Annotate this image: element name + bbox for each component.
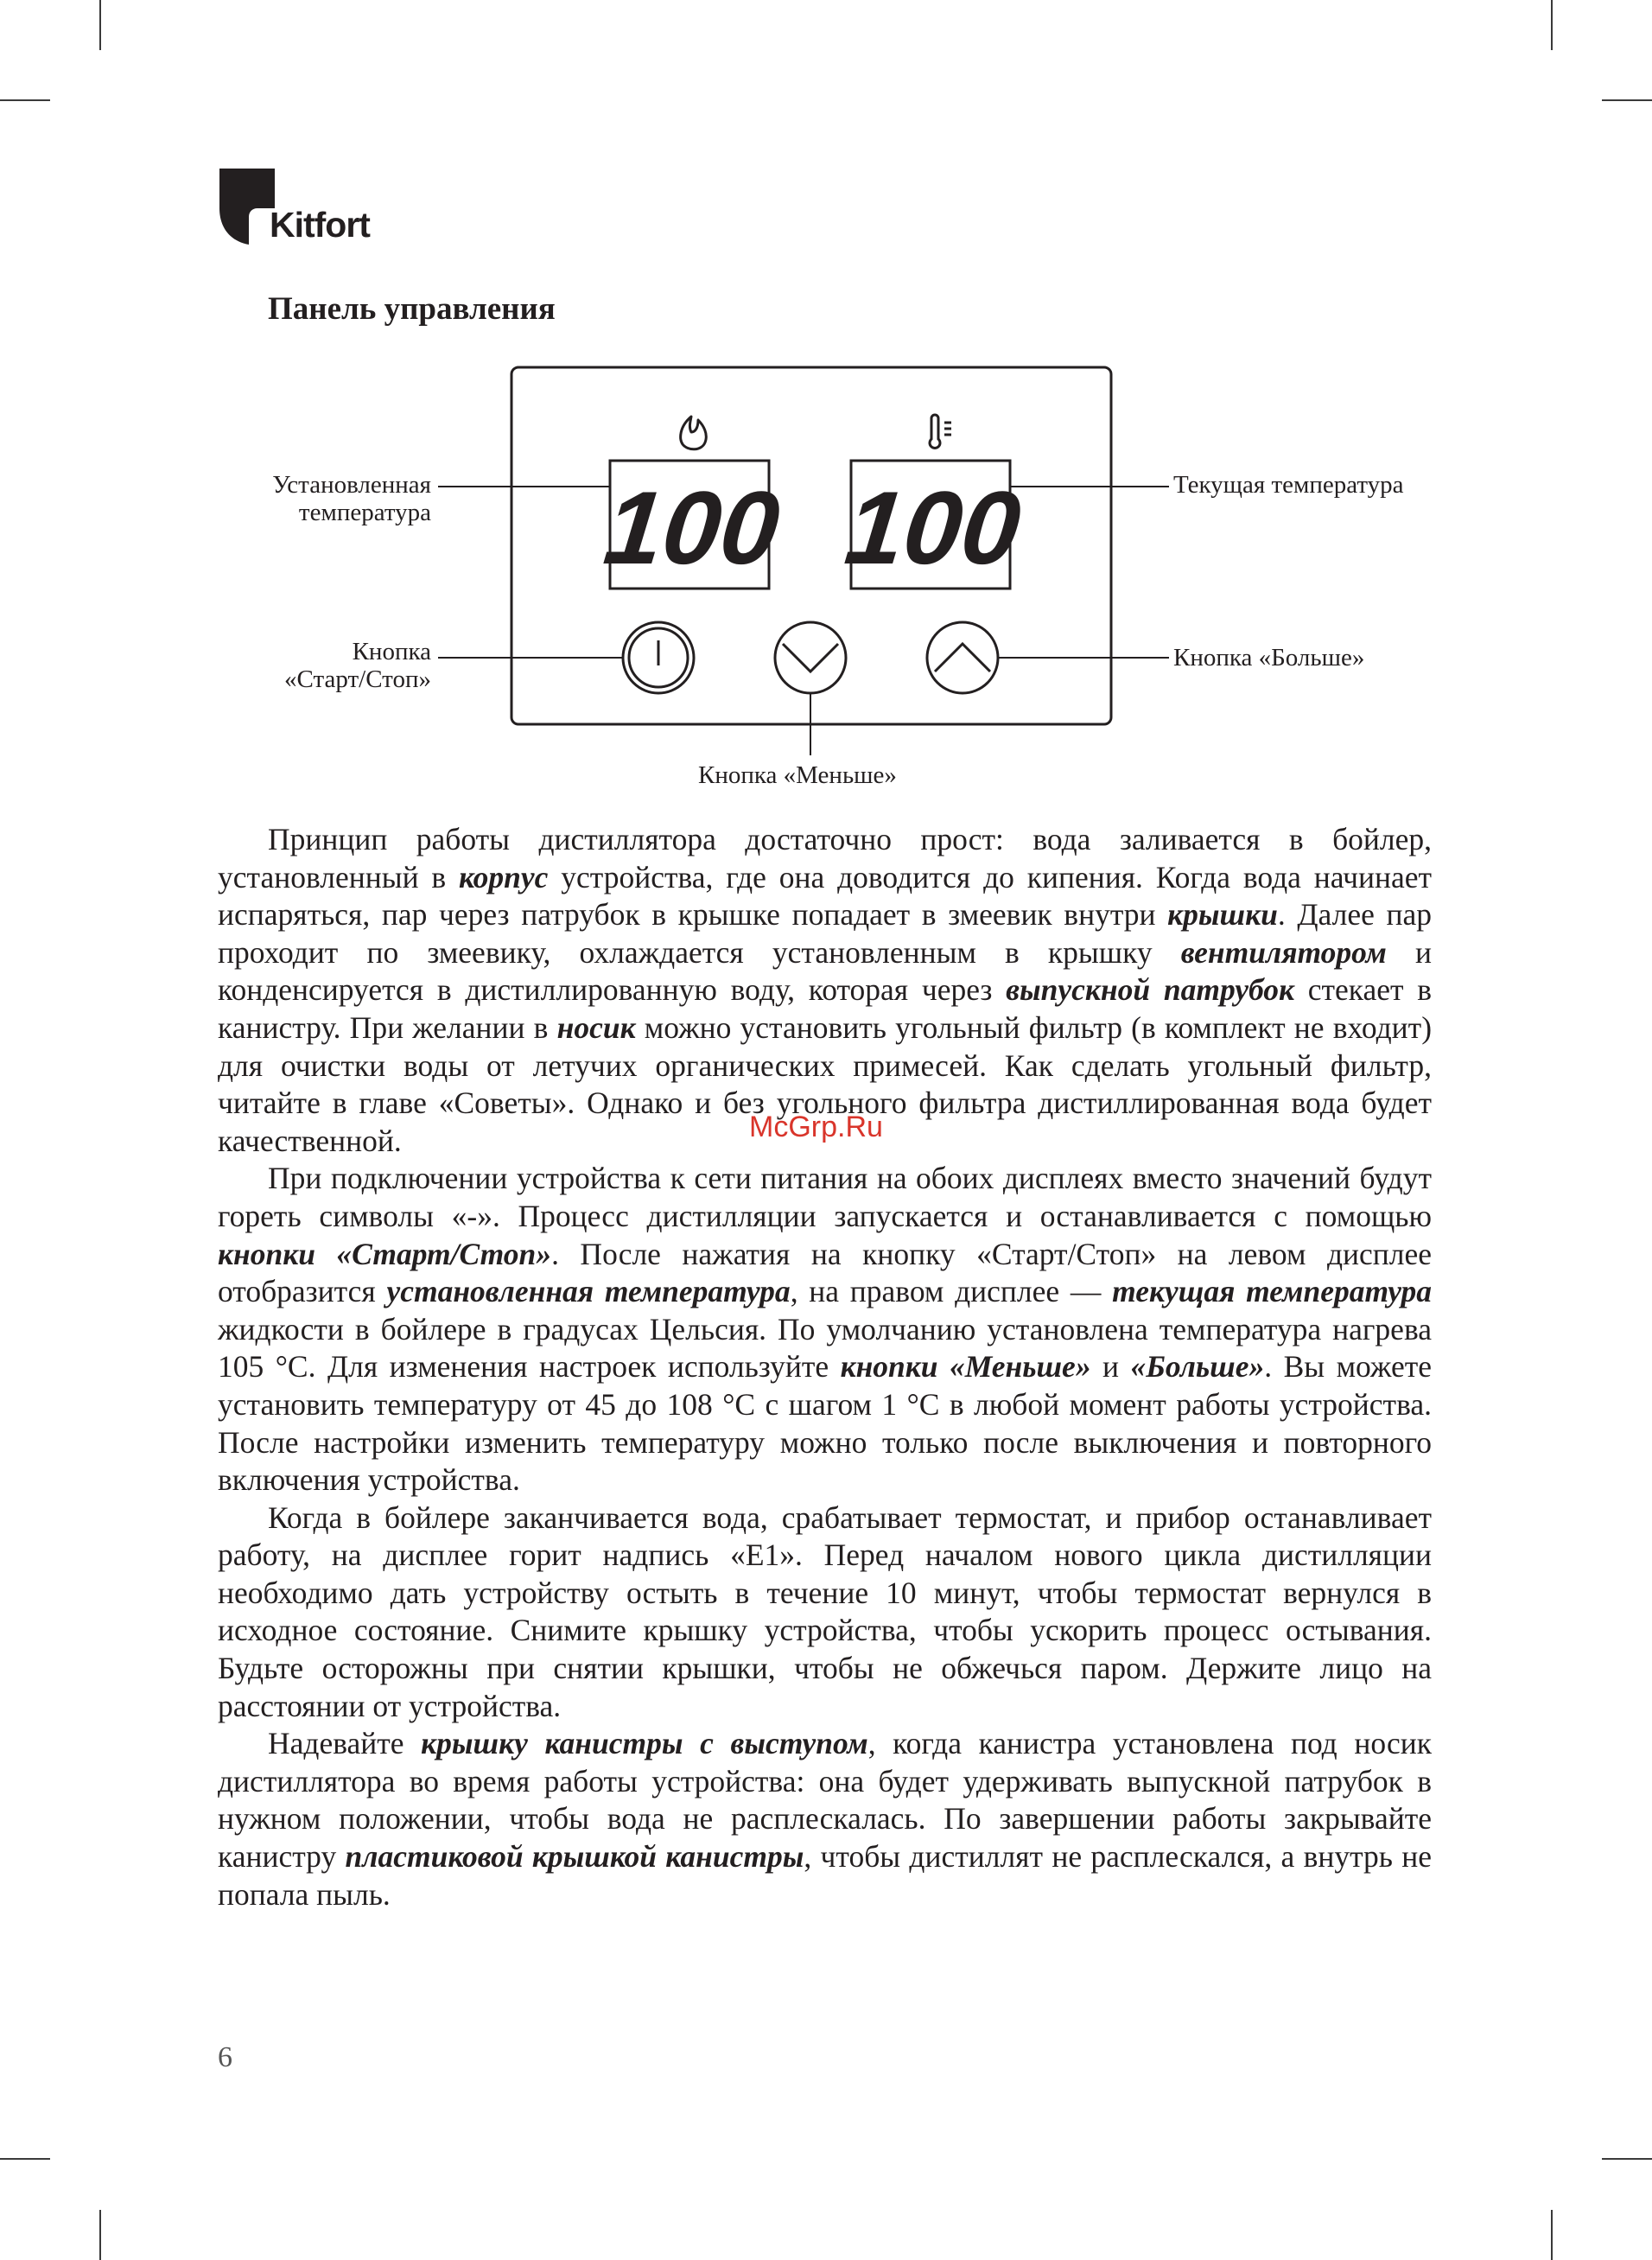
flame-icon	[681, 417, 707, 449]
brand-name: Kitfort	[270, 205, 370, 245]
label-set-temperature	[272, 471, 431, 526]
emphasis-term: кнопки «Старт/Стоп»	[218, 1236, 552, 1271]
text-run: , когда канистра установлена под носик дистиллятора во время работы устройства: она будет удерживать выпускной патрубок в нужном положении, чтобы вода не расплескалась. По завершении работы закрывайте канистру	[218, 1726, 1432, 1875]
right-display-value: 100	[840, 470, 1026, 586]
label-less: Кнопка «Меньше»	[698, 761, 897, 789]
emphasis-term: корпус	[459, 859, 549, 894]
text-run: Когда в бойлере заканчивается вода, срабатывает термостат, и прибор останавливает работу, на дисплее горит надпись «E1». Перед началом нового цикла дистилляции необходимо дать устройству остыть в течение 10 минут, чтобы термостат вернулся в исходное состояние. Снимите крышку устройства, чтобы ускорить процесс остывания. Будьте осторожны при снятии крышки, чтобы не обжечься паром. Держите лицо на расстоянии от устройства.	[218, 1499, 1432, 1723]
emphasis-term: текущая температура	[1112, 1274, 1432, 1309]
label-current-temperature: Текущая температура	[1173, 471, 1404, 499]
emphasis-term: вентилятором	[1180, 934, 1387, 970]
crop-mark-bottom-right-h	[1602, 2158, 1652, 2160]
body-text	[218, 821, 1432, 1913]
text-run: и конденсируется в дистиллированную воду, которая через	[218, 934, 1433, 1008]
more-button[interactable]	[927, 622, 998, 693]
text-run: , на правом дисплее —	[790, 1274, 1113, 1309]
text-run: . Далее пар проходит по змеевику, охлаждается установленным в крышку	[218, 897, 1432, 970]
paragraph-1	[218, 821, 1432, 1160]
text-run: устройства, где она доводится до кипения. Когда вода начинает испаряться, пар через патрубок в крышке попадает в змеевик внутри	[218, 859, 1432, 933]
crop-mark-bottom-left-h	[0, 2158, 50, 2160]
text-run: жидкости в бойлере в градусах Цельсия. По умолчанию установлена температура нагрева 105 °C. Для изменения настроек используйте	[218, 1311, 1432, 1385]
paragraph-2	[218, 1160, 1432, 1499]
section-title: Панель управления	[268, 291, 556, 327]
emphasis-term: «Больше»	[1130, 1349, 1265, 1385]
watermark: McGrp.Ru	[749, 1111, 883, 1143]
text-run: Надевайте	[268, 1726, 422, 1761]
emphasis-term: крышки	[1167, 897, 1278, 933]
crop-mark-bottom-left	[99, 2210, 101, 2260]
text-run: , чтобы дистиллят не расплескался, а внутрь не попала пыль.	[218, 1839, 1433, 1912]
label-start-stop	[284, 638, 431, 693]
page-number: 6	[218, 2041, 232, 2073]
label-start-stop-line2: «Старт/Стоп»	[284, 665, 431, 693]
paragraph-3	[218, 1499, 1432, 1726]
text-run: При подключении устройства к сети питания на обоих дисплеях вместо значений будут гореть символы «-». Процесс дистилляции запускается и останавливается с помощью	[218, 1161, 1432, 1233]
label-start-stop-line1: Кнопка	[352, 638, 431, 665]
emphasis-term: носик	[556, 1009, 636, 1045]
less-button[interactable]	[775, 622, 846, 693]
text-run: Принцип работы дистиллятора достаточно прост: вода заливается в бойлер, установленный в	[218, 822, 1432, 894]
text-run: и	[1090, 1349, 1131, 1385]
emphasis-term: крышку канистры с выступом	[421, 1726, 868, 1761]
label-more: Кнопка «Больше»	[1173, 644, 1365, 672]
emphasis-term: выпускной патрубок	[1006, 972, 1294, 1008]
emphasis-term: кнопки «Меньше»	[840, 1349, 1091, 1385]
emphasis-term: пластиковой крышкой канистры	[345, 1839, 804, 1875]
emphasis-term: установленная температура	[386, 1274, 791, 1309]
label-set-temperature-line1: Установленная	[272, 471, 431, 499]
start-stop-button[interactable]	[623, 622, 694, 693]
control-panel-diagram	[0, 0, 1652, 812]
thermometer-icon	[930, 415, 951, 448]
label-set-temperature-line2: температура	[298, 499, 431, 526]
text-run: стекает в канистру. При желании в	[218, 972, 1432, 1045]
left-display-value: 100	[599, 470, 785, 586]
text-run: . Вы можете установить температуру от 45 до 108 °C с шагом 1 °C в любой момент работы устройства. После настройки изменить температуру можно только после выключения и повторного включения устройства.	[218, 1349, 1433, 1498]
paragraph-4	[218, 1725, 1432, 1913]
text-run: . После нажатия на кнопку «Старт/Стоп» на левом дисплее отобразится	[218, 1236, 1433, 1309]
crop-mark-bottom-right	[1551, 2210, 1553, 2260]
text-run: можно установить угольный фильтр (в комплект не входит) для очистки воды от летучих органических примесей. Как сделать угольный фильтр, читайте в главе «Советы». Однако и без угольного фильтра дистиллированная вода будет качественной.	[218, 1009, 1433, 1158]
